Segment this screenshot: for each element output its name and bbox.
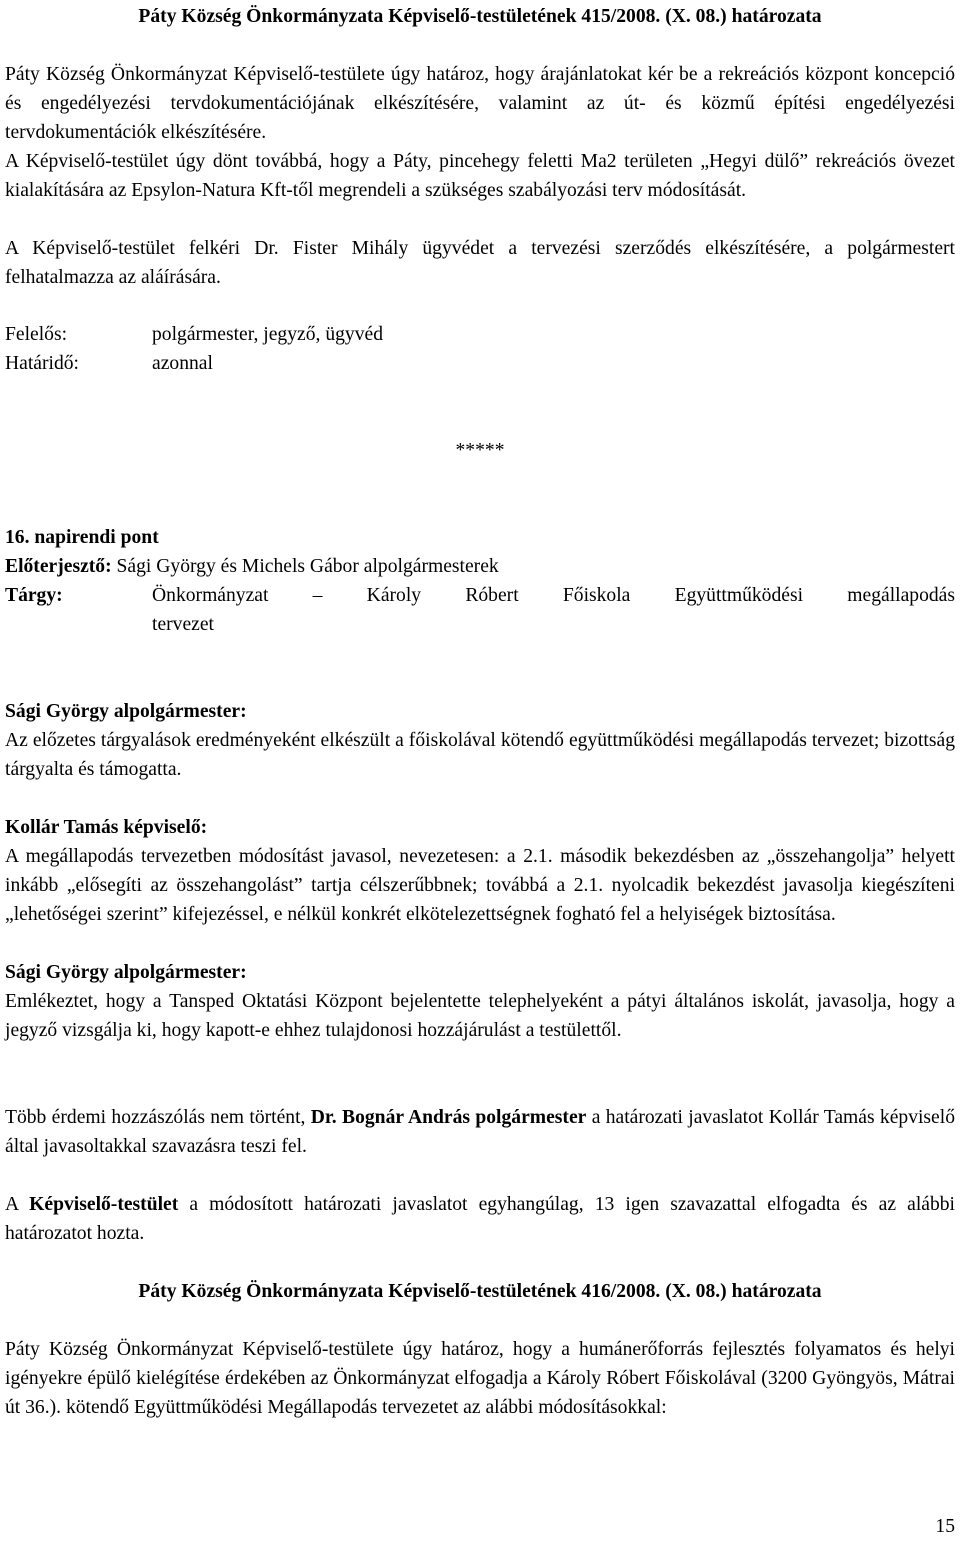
- felelos-row: [5, 320, 955, 349]
- targy-value-line-2: tervezet: [152, 614, 214, 635]
- hatarido-value: azonnal: [152, 353, 213, 374]
- speaker-2: Kollár Tamás képviselő:: [5, 817, 208, 838]
- mayor-name: Dr. Bognár András polgármester: [310, 1107, 587, 1128]
- targy-value-line-1: Önkormányzat – Károly Róbert Főiskola Együttműködési megállapodás: [152, 585, 955, 606]
- vote-intro-paragraph: Több érdemi hozzászólás nem történt, Dr. Bognár András polgármester a határozati javaslatot Kollár Tamás képviselő által javasoltakkal szavazásra teszi fel.: [5, 1107, 955, 1157]
- speaker-1-text: Az előzetes tárgyalások eredményeként elkészült a főiskolával kötendő együttműködési megállapodás tervezet; bizottság tárgyalta és támogatta.: [5, 730, 955, 780]
- section-separator: *****: [455, 440, 505, 461]
- hatarido-label: Határidő:: [5, 353, 79, 374]
- speaker-3-text: Emlékeztet, hogy a Tansped Oktatási Központ bejelentette telephelyeként a pátyi általános iskolát, javasolja, hogy a jegyző vizsgálja ki, hogy kapott-e ehhez tulajdonosi hozzájárulást a testülettől.: [5, 991, 955, 1041]
- resolution-415-paragraph-2: A Képviselő-testület úgy dönt továbbá, hogy a Páty, pincehegy feletti Ma2 területen „Hegyi dülő” rekreációs övezet kialakítására az Epsylon-Natura Kft-től megrendeli a szükséges szabályozási terv módosítását.: [5, 151, 955, 201]
- speaker-1: Sági György alpolgármester:: [5, 701, 247, 722]
- responsibility-block: [5, 320, 955, 378]
- resolution-415-title: Páty Község Önkormányzata Képviselő-testületének 415/2008. (X. 08.) határozata: [138, 6, 822, 27]
- speaker-3: Sági György alpolgármester:: [5, 962, 247, 983]
- speaker-2-text: A megállapodás tervezetben módosítást javasol, nevezetesen: a 2.1. második bekezdésben az „összehangolja” helyett inkább „elősegíti az összehangolást” tartja célszerűbbnek; továbbá a 2.1. nyolcadik bekezdést javasolja kiegészíteni „lehetőségei szerint” kifejezéssel, e nélkül konkrét elkötelezettségnek fogható fel a helyiségek biztosítása.: [5, 846, 955, 925]
- eloterjeszto-label: Előterjesztő:: [5, 556, 112, 577]
- body-name: Képviselő-testület: [29, 1194, 179, 1215]
- resolution-416-title: Páty Község Önkormányzata Képviselő-testületének 416/2008. (X. 08.) határozata: [138, 1281, 822, 1302]
- eloterjeszto-row: [5, 552, 955, 581]
- targy-label: Tárgy:: [5, 585, 63, 606]
- eloterjeszto-value: Sági György és Michels Gábor alpolgármesterek: [116, 556, 499, 577]
- resolution-416-paragraph-1: Páty Község Önkormányzat Képviselő-testülete úgy határoz, hogy a humánerőforrás fejlesztés folyamatos és helyi igényekre épülő kielégítése érdekében az Önkormányzat elfogadja a Károly Róbert Főiskolával (3200 Gyöngyös, Mátrai út 36.). kötendő Együttműködési Megállapodás tervezetet az alábbi módosításokkal:: [5, 1339, 955, 1418]
- targy-row: [5, 581, 955, 639]
- felelos-value: polgármester, jegyző, ügyvéd: [152, 324, 384, 345]
- vote-result-paragraph: A Képviselő-testület a módosított határozati javaslatot egyhangúlag, 13 igen szavazattal elfogadta és az alábbi határozatot hozta.: [5, 1194, 955, 1244]
- hatarido-row: [5, 349, 955, 378]
- resolution-415-paragraph-3: A Képviselő-testület felkéri Dr. Fister Mihály ügyvédet a tervezési szerződés elkészítésére, a polgármestert felhatalmazza az aláírására.: [5, 238, 955, 288]
- agenda-number: 16. napirendi pont: [5, 527, 159, 548]
- page-number: 15: [935, 1516, 955, 1537]
- resolution-415-paragraph-1: Páty Község Önkormányzat Képviselő-testülete úgy határoz, hogy árajánlatokat kér be a rekreációs központ koncepció és engedélyezési tervdokumentációjának elkészítésére, valamint az út- és közmű építési engedélyezési tervdokumentációk elkészítésére.: [5, 64, 955, 143]
- felelos-label: Felelős:: [5, 324, 68, 345]
